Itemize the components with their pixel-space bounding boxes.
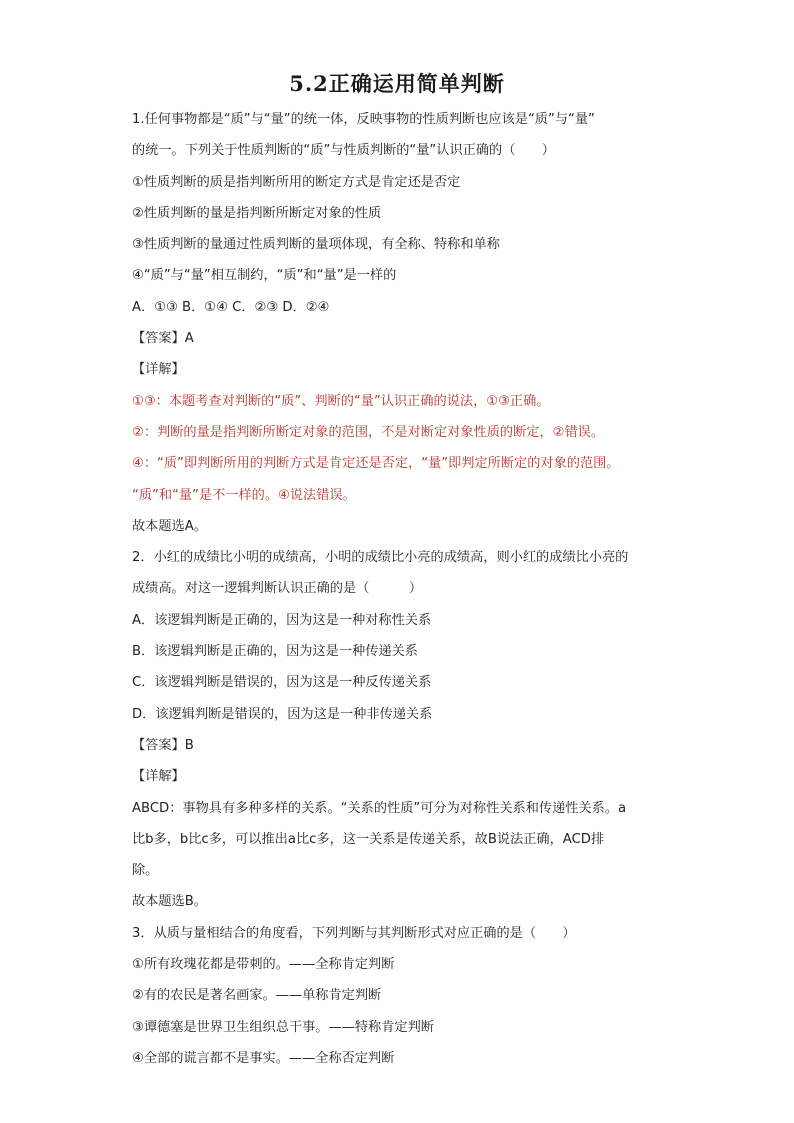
text-line: ABCD：事物具有多种多样的关系。“关系的性质”可分为对称性关系和传递性关系。a	[132, 800, 627, 816]
text-line: ④“质”与“量”相互制约，“质”和“量”是一样的	[132, 268, 397, 284]
explanation-line: ①③：本题考查对判断的“质”、判断的“量”认识正确的说法，①③正确。	[132, 393, 550, 409]
text-line: 故本题选B。	[132, 894, 207, 910]
text-line: 故本题选A。	[132, 518, 207, 534]
text-line: ②有的农民是著名画家。——单称肯定判断	[132, 988, 382, 1004]
text-line: A．①③ B．①④ C．②③ D．②④	[132, 299, 330, 315]
text-line: 比b多，b比c多，可以推出a比c多，这一关系是传递关系，故B说法正确，ACD排	[132, 831, 605, 847]
document-title: 5.2正确运用简单判断	[289, 71, 505, 96]
explanation-line: ②：判断的量是指判断所断定对象的范围，不是对断定对象性质的断定，②错误。	[132, 424, 605, 440]
text-line: ④全部的谎言都不是事实。——全称否定判断	[132, 1050, 395, 1066]
text-line: 1.任何事物都是“质”与“量”的统一体，反映事物的性质判断也应该是“质”与“量”	[132, 112, 595, 127]
text-line: 成绩高。对这一逻辑判断认识正确的是（ ）	[132, 581, 423, 597]
text-line: 的统一。下列关于性质判断的“质”与性质判断的“量”认识正确的（ ）	[132, 143, 555, 159]
text-line: 除。	[132, 863, 159, 879]
text-line: 【详解】	[132, 362, 185, 378]
document-body	[132, 104, 692, 1074]
text-line: D．该逻辑判断是错误的，因为这是一种非传递关系	[132, 706, 433, 722]
text-line: ①性质判断的质是指判断所用的断定方式是肯定还是否定	[132, 174, 461, 190]
text-line: 【详解】	[132, 769, 185, 785]
text-line: 【答案】B	[132, 737, 194, 753]
text-line: ①所有玫瑰花都是带刺的。——全称肯定判断	[132, 957, 395, 973]
text-line: 2．小红的成绩比小明的成绩高，小明的成绩比小亮的成绩高，则小红的成绩比小亮的	[132, 550, 629, 566]
text-line: ③性质判断的量通过性质判断的量项体现，有全称、特称和单称	[132, 237, 500, 253]
text-line: 【答案】A	[132, 331, 194, 347]
explanation-line: ④：“质”即判断所用的判断方式是肯定还是否定，“量”即判定所断定的对象的范围。	[132, 456, 620, 472]
text-line: B．该逻辑判断是正确的，因为这是一种传递关系	[132, 644, 418, 660]
text-line: C．该逻辑判断是错误的，因为这是一种反传递关系	[132, 675, 432, 691]
text-line: A．该逻辑判断是正确的，因为这是一种对称性关系	[132, 612, 432, 628]
explanation-line: “质”和“量”是不一样的。④说法错误。	[132, 487, 356, 503]
text-line: ③谭德塞是世界卫生组织总干事。——特称肯定判断	[132, 1019, 434, 1035]
text-line: ②性质判断的量是指判断所断定对象的性质	[132, 205, 382, 221]
text-line: 3．从质与量相结合的角度看，下列判断与其判断形式对应正确的是（ ）	[132, 925, 576, 941]
